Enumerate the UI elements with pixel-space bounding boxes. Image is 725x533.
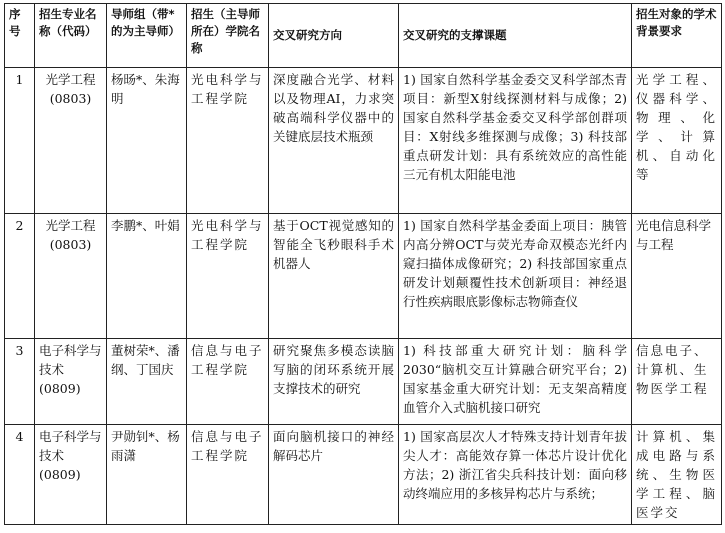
header-college: 招生（主导师所在）学院名称 <box>187 4 269 68</box>
table-row <box>5 214 722 339</box>
row-major: 电子科学与技术(0809) <box>35 425 107 525</box>
row-direction: 基于OCT视觉感知的智能全飞秒眼科手术机器人 <box>269 214 399 339</box>
header-advisors: 导师组（带*的为主导师） <box>107 4 187 68</box>
header-row <box>5 4 722 68</box>
row-direction: 面向脑机接口的神经解码芯片 <box>269 425 399 525</box>
row-background: 光学工程、仪器科学、物理、化学、计算机、自动化等 <box>632 68 722 214</box>
row-background: 光电信息科学与工程 <box>632 214 722 339</box>
row-projects: 1) 国家高层次人才特殊支持计划青年拔尖人才：高能效存算一体芯片设计优化方法；2) 浙江省尖兵科技计划：面向移动终端应用的多核异构芯片与系统； <box>399 425 632 525</box>
row-college: 光电科学与工程学院 <box>187 214 269 339</box>
header-direction: 交叉研究方向 <box>269 4 399 68</box>
row-advisors: 李鹏*、叶娟 <box>107 214 187 339</box>
row-direction: 研究聚焦多模态读脑写脑的闭环系统开展支撑技术的研究 <box>269 339 399 425</box>
table-row <box>5 68 722 214</box>
row-college: 信息与电子工程学院 <box>187 339 269 425</box>
row-advisors: 杨旸*、朱海明 <box>107 68 187 214</box>
row-major: 光学工程(0803) <box>35 214 107 339</box>
row-major: 电子科学与技术(0809) <box>35 339 107 425</box>
row-projects: 1) 国家自然科学基金委面上项目：胰管内高分辨OCT与荧光寿命双模态光纤内窥扫描体成像研究；2) 科技部国家重点研发计划颠覆性技术创新项目：神经退行性疾病眼底影像标志物筛查仪 <box>399 214 632 339</box>
row-college: 光电科学与工程学院 <box>187 68 269 214</box>
row-background: 计算机、集成电路与系统、生物医学工程、脑医学交 <box>632 425 722 525</box>
row-no: 3 <box>5 339 35 425</box>
row-no: 1 <box>5 68 35 214</box>
table-row <box>5 339 722 425</box>
row-advisors: 董树荣*、潘纲、丁国庆 <box>107 339 187 425</box>
enrollment-table <box>4 3 722 525</box>
row-no: 4 <box>5 425 35 525</box>
header-background: 招生对象的学术背景要求 <box>632 4 722 68</box>
row-projects: 1) 科技部重大研究计划：脑科学2030“脑机交互计算融合研究平台；2) 国家基金重大研究计划：无支架高精度血管介入式脑机接口研究 <box>399 339 632 425</box>
row-background: 信息电子、计算机、生物医学工程 <box>632 339 722 425</box>
row-advisors: 尹勋钊*、杨雨潇 <box>107 425 187 525</box>
row-college: 信息与电子工程学院 <box>187 425 269 525</box>
row-direction: 深度融合光学、材料以及物理AI，力求突破高端科学仪器中的关键底层技术瓶颈 <box>269 68 399 214</box>
header-no: 序号 <box>5 4 35 68</box>
row-major: 光学工程(0803) <box>35 68 107 214</box>
header-major: 招生专业名称（代码） <box>35 4 107 68</box>
row-no: 2 <box>5 214 35 339</box>
table-row <box>5 425 722 525</box>
row-projects: 1) 国家自然科学基金委交叉科学部杰青项目：新型X射线探测材料与成像；2) 国家自然科学基金委交叉科学部创群项目：X射线多维探测与成像；3) 科技部重点研发计划：具有系统效应的高性能三元有机太阳能电池 <box>399 68 632 214</box>
header-projects: 交叉研究的支撑课题 <box>399 4 632 68</box>
